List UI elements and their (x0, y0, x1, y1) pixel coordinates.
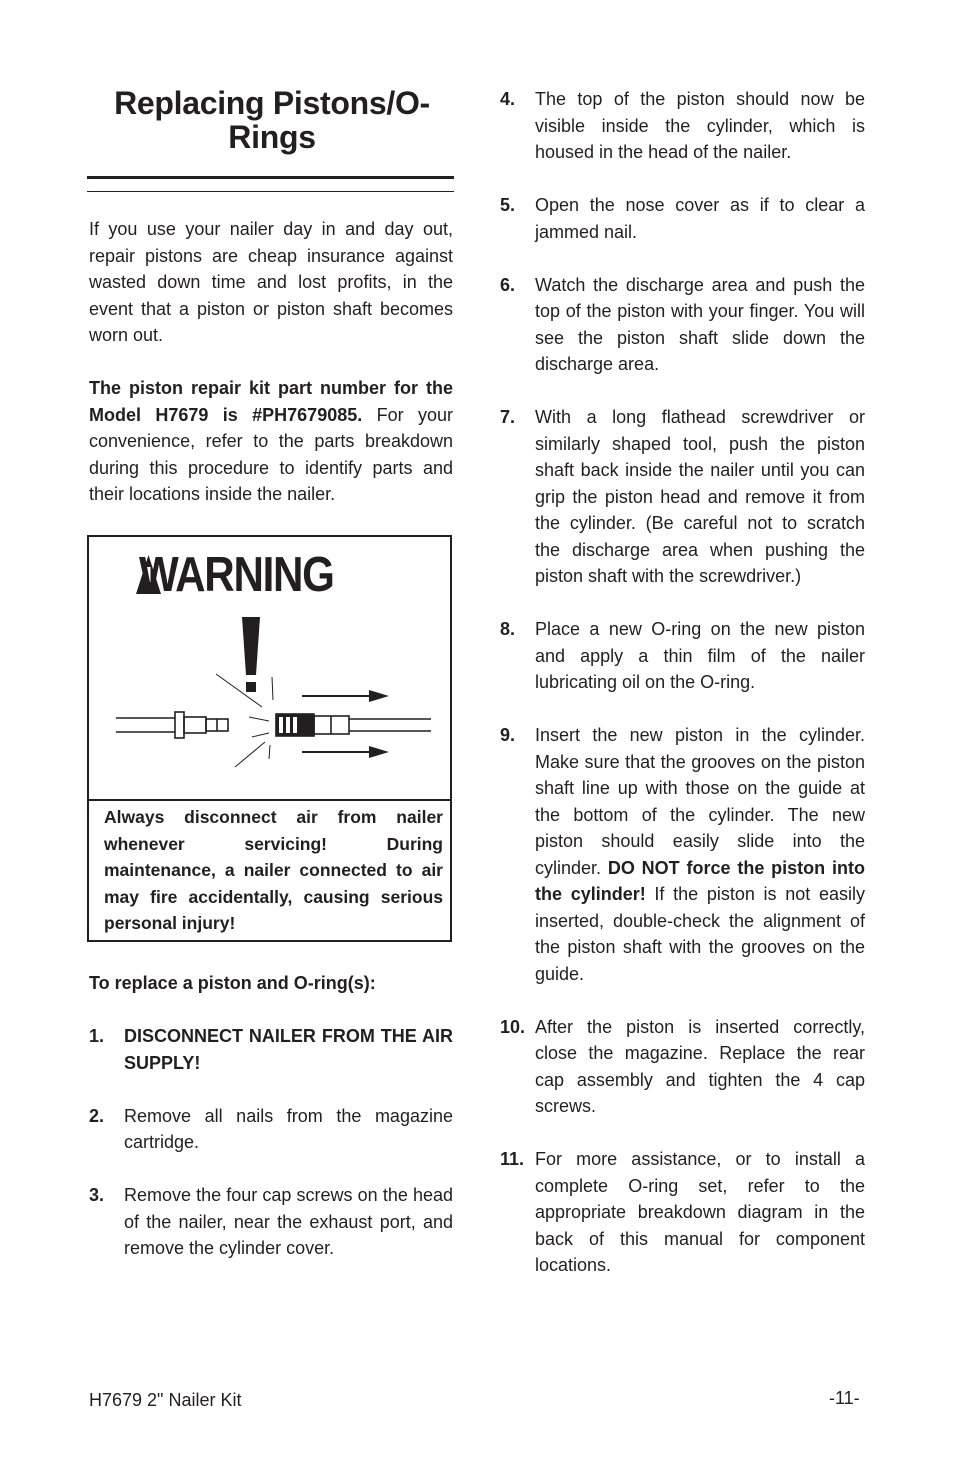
step-text: Remove all nails from the magazine cartridge. (124, 1105, 453, 1152)
step-number: 2. (89, 1105, 105, 1126)
step-9-text-b: If the piston is not easily inserted, double-check the alignment of the piston shaft with the grooves on the guide. (535, 884, 865, 984)
warning-text: Always disconnect air from nailer whenever servicing! During maintenance, a nailer connected to air may fire accidentally, causing serious personal injury! (104, 807, 443, 933)
howto-heading: To replace a piston and O-ring(s): (89, 973, 376, 993)
kit-part-number: The piston repair kit part number for the Model H7679 is #PH7679085. (89, 378, 453, 425)
step-number: 7. (500, 407, 516, 427)
steps-left (89, 1023, 453, 1288)
step-11 (500, 1146, 865, 1279)
page-title: Replacing Pistons/O-Rings (114, 85, 430, 155)
step-1 (89, 1023, 453, 1076)
steps-right (500, 86, 865, 1305)
left-column (89, 86, 453, 154)
step-number: 6. (500, 274, 516, 295)
step-number: 4. (500, 89, 516, 109)
step-text (535, 722, 865, 987)
step-10 (500, 1014, 865, 1120)
step-text: With a long flathead screwdriver or similarly shaped tool, push the piston shaft back inside the nailer until you can grip the piston head and remove it from the cylinder. (Be careful not to scratch the discharge area when pushing the piston shaft with the screwdriver.) (535, 407, 865, 586)
step-text: Open the nose cover as if to clear a jammed nail. (535, 195, 865, 242)
step-number: 9. (500, 725, 516, 745)
step-6 (500, 272, 865, 378)
step-9-text-a: Insert the new piston in the cylinder. Make sure that the grooves on the piston shaft line up with those on the guide at the bottom of the cylinder. The new piston should easily slide into the cylinder. (535, 725, 865, 878)
step-text: DISCONNECT NAILER FROM THE AIR SUPPLY! (124, 1026, 453, 1073)
kit-note: For your convenience, refer to the parts breakdown during this procedure to identify parts and their locations inside the nailer. (89, 404, 453, 504)
intro-paragraph: If you use your nailer day in and day out, repair pistons are cheap insurance against wasted down time and lost profits, in the event that a piston or piston shaft becomes worn out. (89, 219, 453, 345)
footer-manual-title: H7679 2" Nailer Kit (89, 1390, 242, 1410)
warning-divider (89, 799, 450, 801)
step-3 (89, 1182, 453, 1262)
step-text: Place a new O-ring on the new piston and apply a thin film of the nailer lubricating oil on the O-ring. (535, 619, 865, 692)
step-text: The top of the piston should now be visible inside the cylinder, which is housed in the head of the nailer. (535, 89, 865, 162)
step-5 (500, 192, 865, 245)
warning-heading: WARNING (139, 548, 334, 602)
step-9-caution: DO NOT force the piston into the cylinder! (535, 857, 865, 904)
step-4 (500, 86, 865, 166)
step-8 (500, 616, 865, 696)
step-7 (500, 404, 865, 590)
impact-lines (216, 674, 273, 767)
step-2 (89, 1103, 453, 1156)
step-number: 11. (500, 1149, 525, 1169)
step-number: 1. (89, 1026, 105, 1046)
title-rule-thin (87, 191, 454, 192)
arrow-right-icon (302, 690, 389, 758)
warning-illustration (89, 537, 450, 799)
step-text: For more assistance, or to install a complete O-ring set, refer to the appropriate breakdown diagram in the back of this manual for component locations. (535, 1149, 865, 1275)
kit-paragraph (89, 375, 453, 508)
step-9 (500, 722, 865, 987)
step-number: 8. (500, 619, 516, 639)
air-coupler-icon (116, 712, 431, 738)
footer-page-number: -11- (829, 1388, 860, 1408)
step-number: 10. (500, 1016, 526, 1037)
step-text: Watch the discharge area and push the top of the piston with your finger. You will see the piston shaft slide down the discharge area. (535, 274, 865, 374)
title-rule-thick (87, 176, 454, 179)
exclamation-mark (242, 617, 260, 692)
warning-box (87, 535, 452, 942)
step-number: 5. (500, 195, 516, 215)
step-text: After the piston is inserted correctly, close the magazine. Replace the rear cap assembly and tighten the 4 cap screws. (535, 1016, 865, 1116)
step-text: Remove the four cap screws on the head of the nailer, near the exhaust port, and remove the cylinder cover. (124, 1185, 453, 1258)
step-number: 3. (89, 1185, 105, 1205)
